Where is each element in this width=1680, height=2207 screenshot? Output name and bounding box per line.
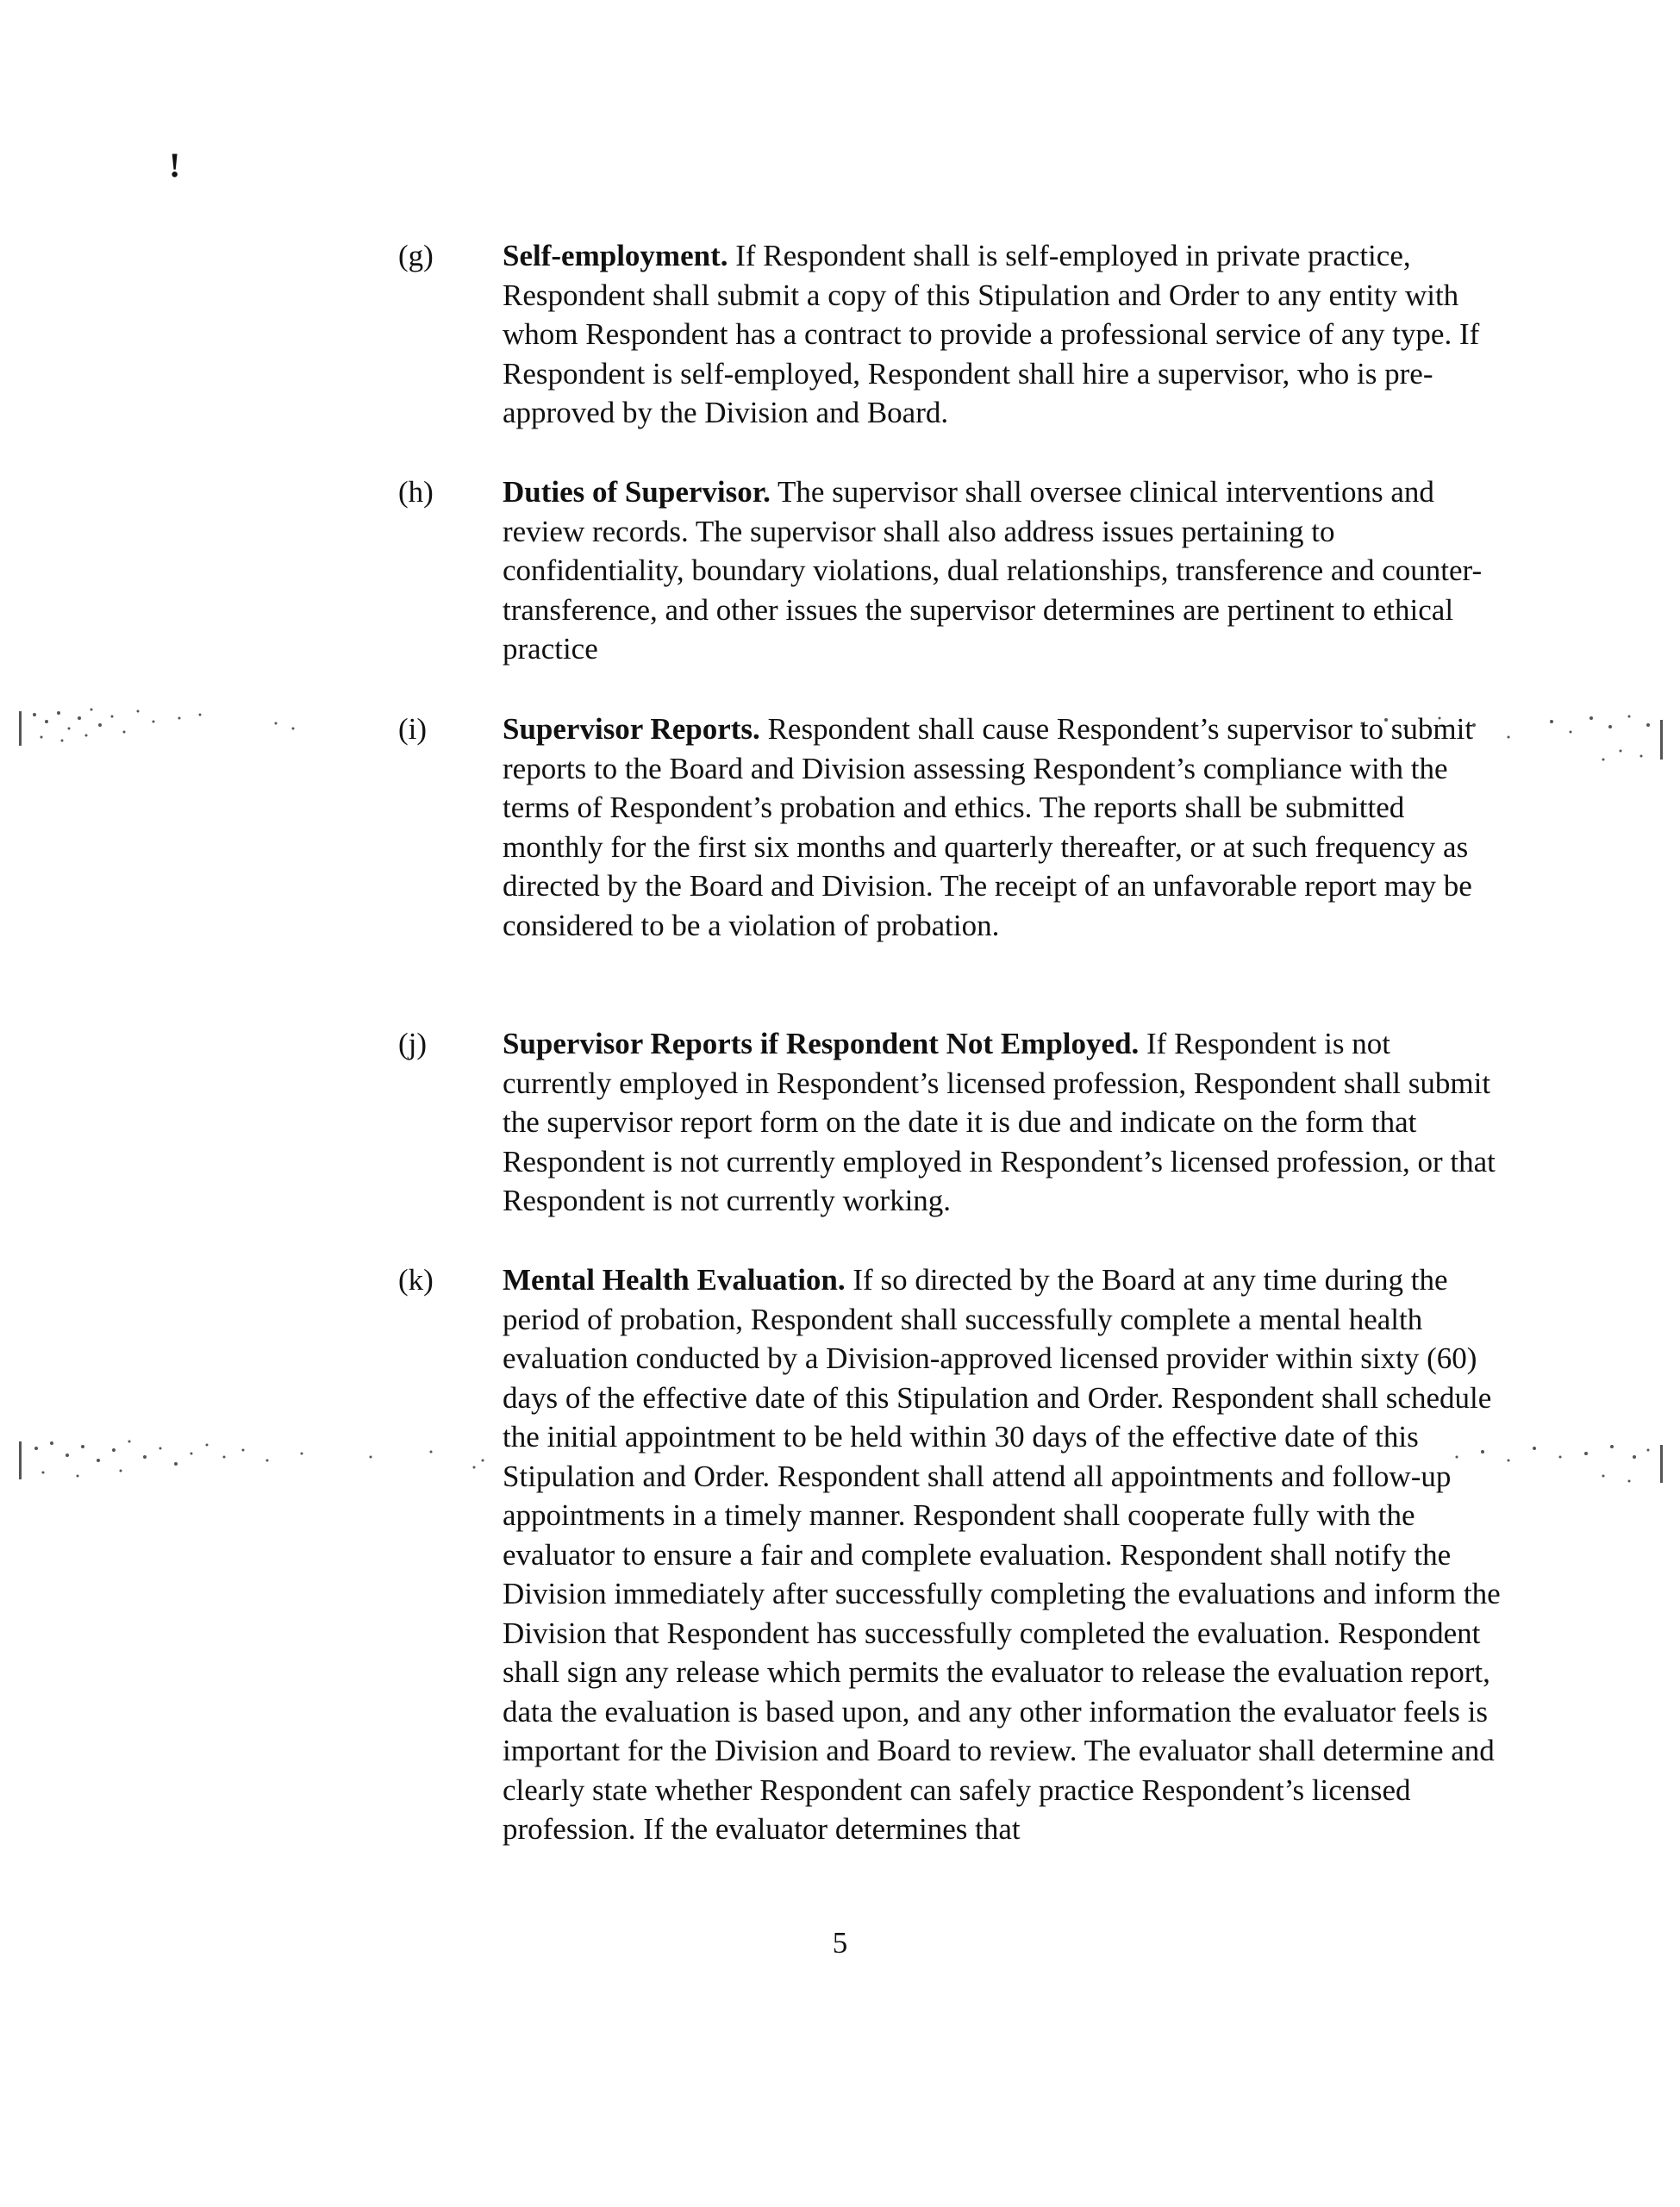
clause-title: Supervisor Reports if Respondent Not Employed.	[503, 1027, 1140, 1060]
clause-title: Mental Health Evaluation.	[503, 1263, 846, 1297]
scan-noise-left-lower	[17, 1431, 500, 1491]
clause-title: Self-employment.	[503, 239, 728, 272]
top-mark: !	[169, 146, 181, 184]
clause-label: (g)	[398, 239, 434, 272]
clause-body	[503, 472, 1502, 669]
clause-body	[503, 1024, 1502, 1221]
scan-noise-left-upper	[17, 703, 345, 754]
clause-body	[503, 1260, 1502, 1849]
clause-body	[503, 236, 1502, 433]
clause-label: (k)	[398, 1263, 434, 1297]
clause-text: If Respondent is not currently employed in Respondent’s licensed profession, Respondent shall submit the supervisor report form on the date it is due and indicate on the form that Respondent is not currently employed in Respondent’s licensed profession, or that Respondent is not currently working.	[503, 1027, 1496, 1217]
clause-label: (h)	[398, 475, 434, 509]
clause-label: (i)	[398, 712, 428, 746]
clause-text: If Respondent shall is self-employed in private practice, Respondent shall submit a copy of this Stipulation and Order to any entity with whom Respondent has a contract to provide a professional service of any type. If Respondent is self-employed, Respondent shall hire a supervisor, who is pre-approved by the Division and Board.	[503, 239, 1480, 429]
clause-text: If so directed by the Board at any time during the period of probation, Respondent shall successfully complete a mental health evaluation conducted by a Division-approved licensed provider within sixty (60) days of the effective date of this Stipulation and Order. Respondent shall schedule the initial appointment to be held within 30 days of the effective date of this Stipulation and Order. Respondent shall attend all appointments and follow-up appointments in a timely manner. Respondent shall cooperate fully with the evaluator to ensure a fair and complete evaluation. Respondent shall notify the Division immediately after successfully completing the evaluations and inform the Division that Respondent has successfully completed the evaluation. Respondent shall sign any release which permits the evaluator to release the evaluation report, data the evaluation is based upon, and any other information the evaluator feels is important for the Division and Board to review. The evaluator shall determine and clearly state whether Respondent can safely practice Respondent’s licensed profession. If the evaluator determines that	[503, 1263, 1501, 1846]
page-number: 5	[832, 1926, 848, 1960]
clause-text: The supervisor shall oversee clinical interventions and review records. The supervisor shall also address issues pertaining to confidentiality, boundary violations, dual relationships, transference and counter-transference, and other issues the supervisor determines are pertinent to ethical practice	[503, 475, 1483, 666]
clause-title: Duties of Supervisor.	[503, 475, 771, 509]
clause-title: Supervisor Reports.	[503, 712, 760, 746]
clause-label: (j)	[398, 1027, 428, 1060]
clause-body	[503, 710, 1502, 945]
clause-text: Respondent shall cause Respondent’s supervisor to submit reports to the Board and Division assessing Respondent’s compliance with the terms of Respondent’s probation and ethics. The reports shall be submitted monthly for the first six months and quarterly thereafter, or at such frequency as directed by the Board and Division. The receipt of an unfavorable report may be considered to be a violation of probation.	[503, 712, 1474, 942]
